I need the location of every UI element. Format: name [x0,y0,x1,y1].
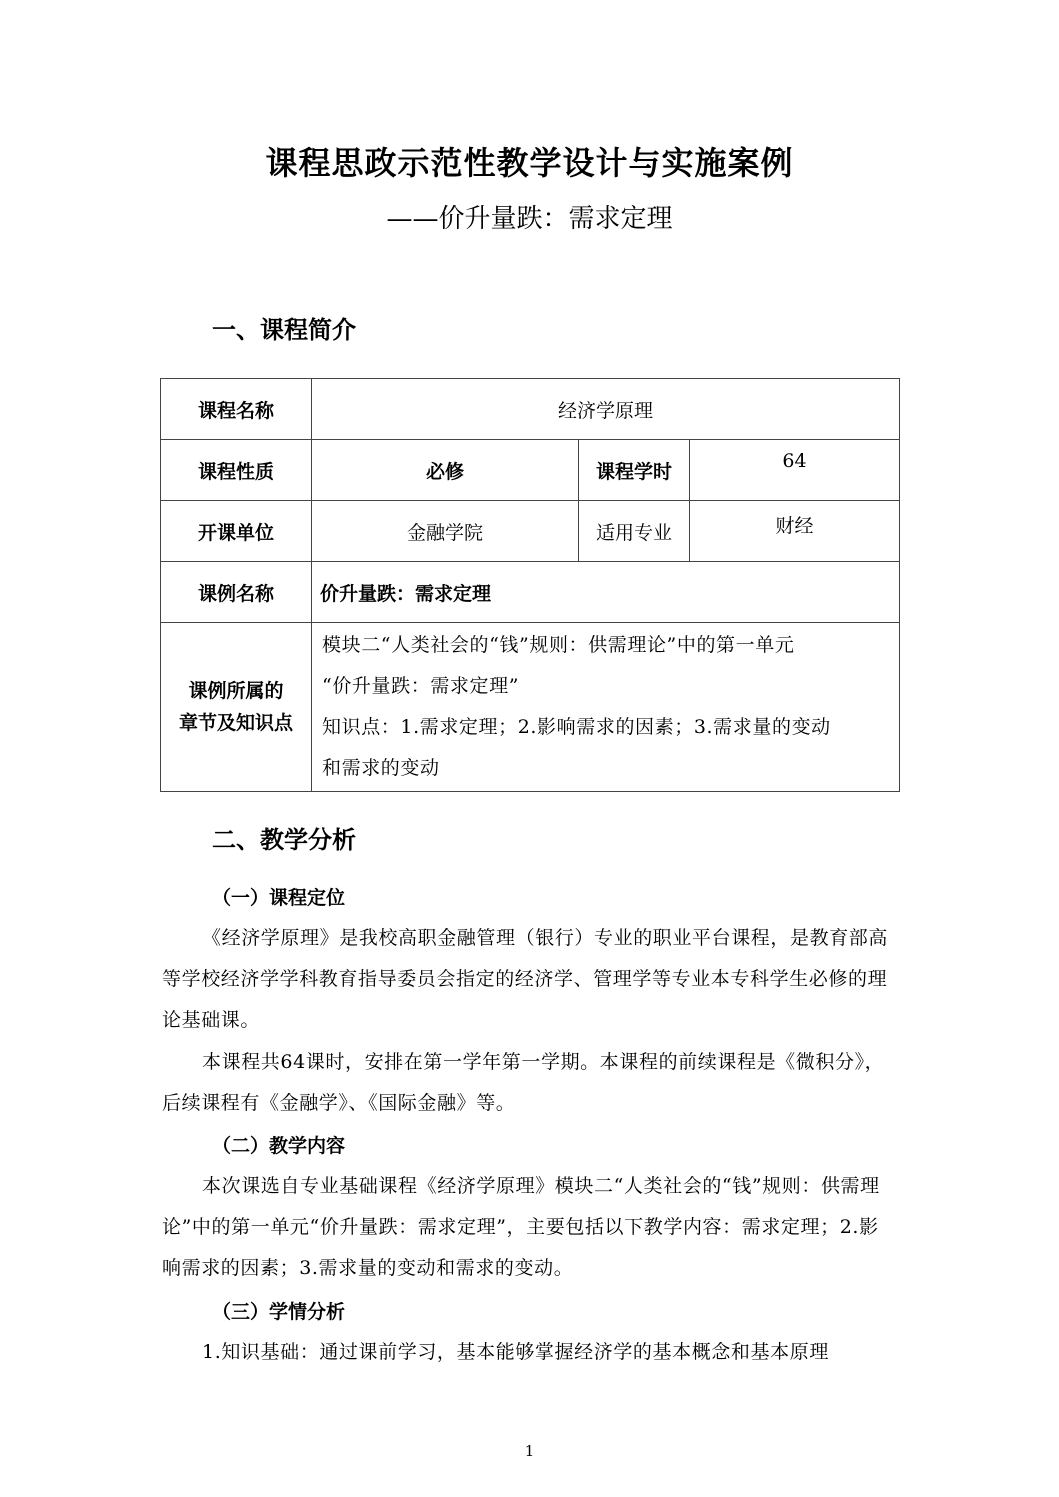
course-info-table [160,378,900,792]
document-subtitle: ——价升量跌：需求定理 [386,204,673,234]
subheading-learner-analysis: （三）学情分析 [212,1301,346,1323]
course-name-label: 课程名称 [161,379,312,440]
chapter-label-line1: 课例所属的 [188,680,284,702]
chapter-line: “价升量跌：需求定理” [322,675,520,697]
course-name-value: 经济学原理 [312,379,900,440]
table-row [161,623,900,792]
chapter-line: 模块二“人类社会的“钱”规则：供需理论”中的第一单元 [322,634,795,656]
course-nature-label: 课程性质 [161,440,312,501]
offering-unit-value: 金融学院 [312,501,579,562]
chapter-line: 和需求的变动 [322,757,440,779]
case-name-value: 价升量跌：需求定理 [312,562,900,623]
chapter-label-line2: 章节及知识点 [178,712,293,734]
chapter-line: 知识点：1.需求定理；2.影响需求的因素；3.需求量的变动 [322,716,831,738]
chapter-value [312,623,900,792]
course-hours-label: 课程学时 [579,440,690,501]
applicable-major-value: 财经 [690,501,900,562]
section-heading-teaching-analysis: 二、教学分析 [212,825,356,854]
subheading-course-positioning: （一）课程定位 [212,887,346,909]
applicable-major-label: 适用专业 [579,501,690,562]
table-row [161,562,900,623]
table-row [161,379,900,440]
paragraph: 《经济学原理》是我校高职金融管理（银行）专业的职业平台课程，是教育部高等学校经济学学科教育指导委员会指定的经济学、管理学等专业本专科学生必修的理论基础课。 [162,927,889,1031]
course-hours-value: 64 [690,440,900,501]
table-row [161,440,900,501]
page-number: 1 [524,1442,535,1460]
table-row [161,501,900,562]
document-title: 课程思政示范性教学设计与实施案例 [265,144,794,182]
course-nature-value: 必修 [312,440,579,501]
paragraph: 1.知识基础：通过课前学习，基本能够掌握经济学的基本概念和基本原理 [202,1341,829,1363]
offering-unit-label: 开课单位 [161,501,312,562]
paragraph: 本次课选自专业基础课程《经济学原理》模块二“人类社会的“钱”规则：供需理论”中的第一单元“价升量跌：需求定理”，主要包括以下教学内容：需求定理；2.影响需求的因素；3.需求量的变动和需求的变动。 [162,1175,880,1279]
paragraph: 本课程共64课时，安排在第一学年第一学期。本课程的前续课程是《微积分》，后续课程有《金融学》、《国际金融》等。 [162,1051,885,1114]
chapter-label [161,623,312,792]
section-heading-course-intro: 一、课程简介 [212,315,356,344]
subheading-teaching-content: （二）教学内容 [212,1135,346,1157]
case-name-label: 课例名称 [161,562,312,623]
